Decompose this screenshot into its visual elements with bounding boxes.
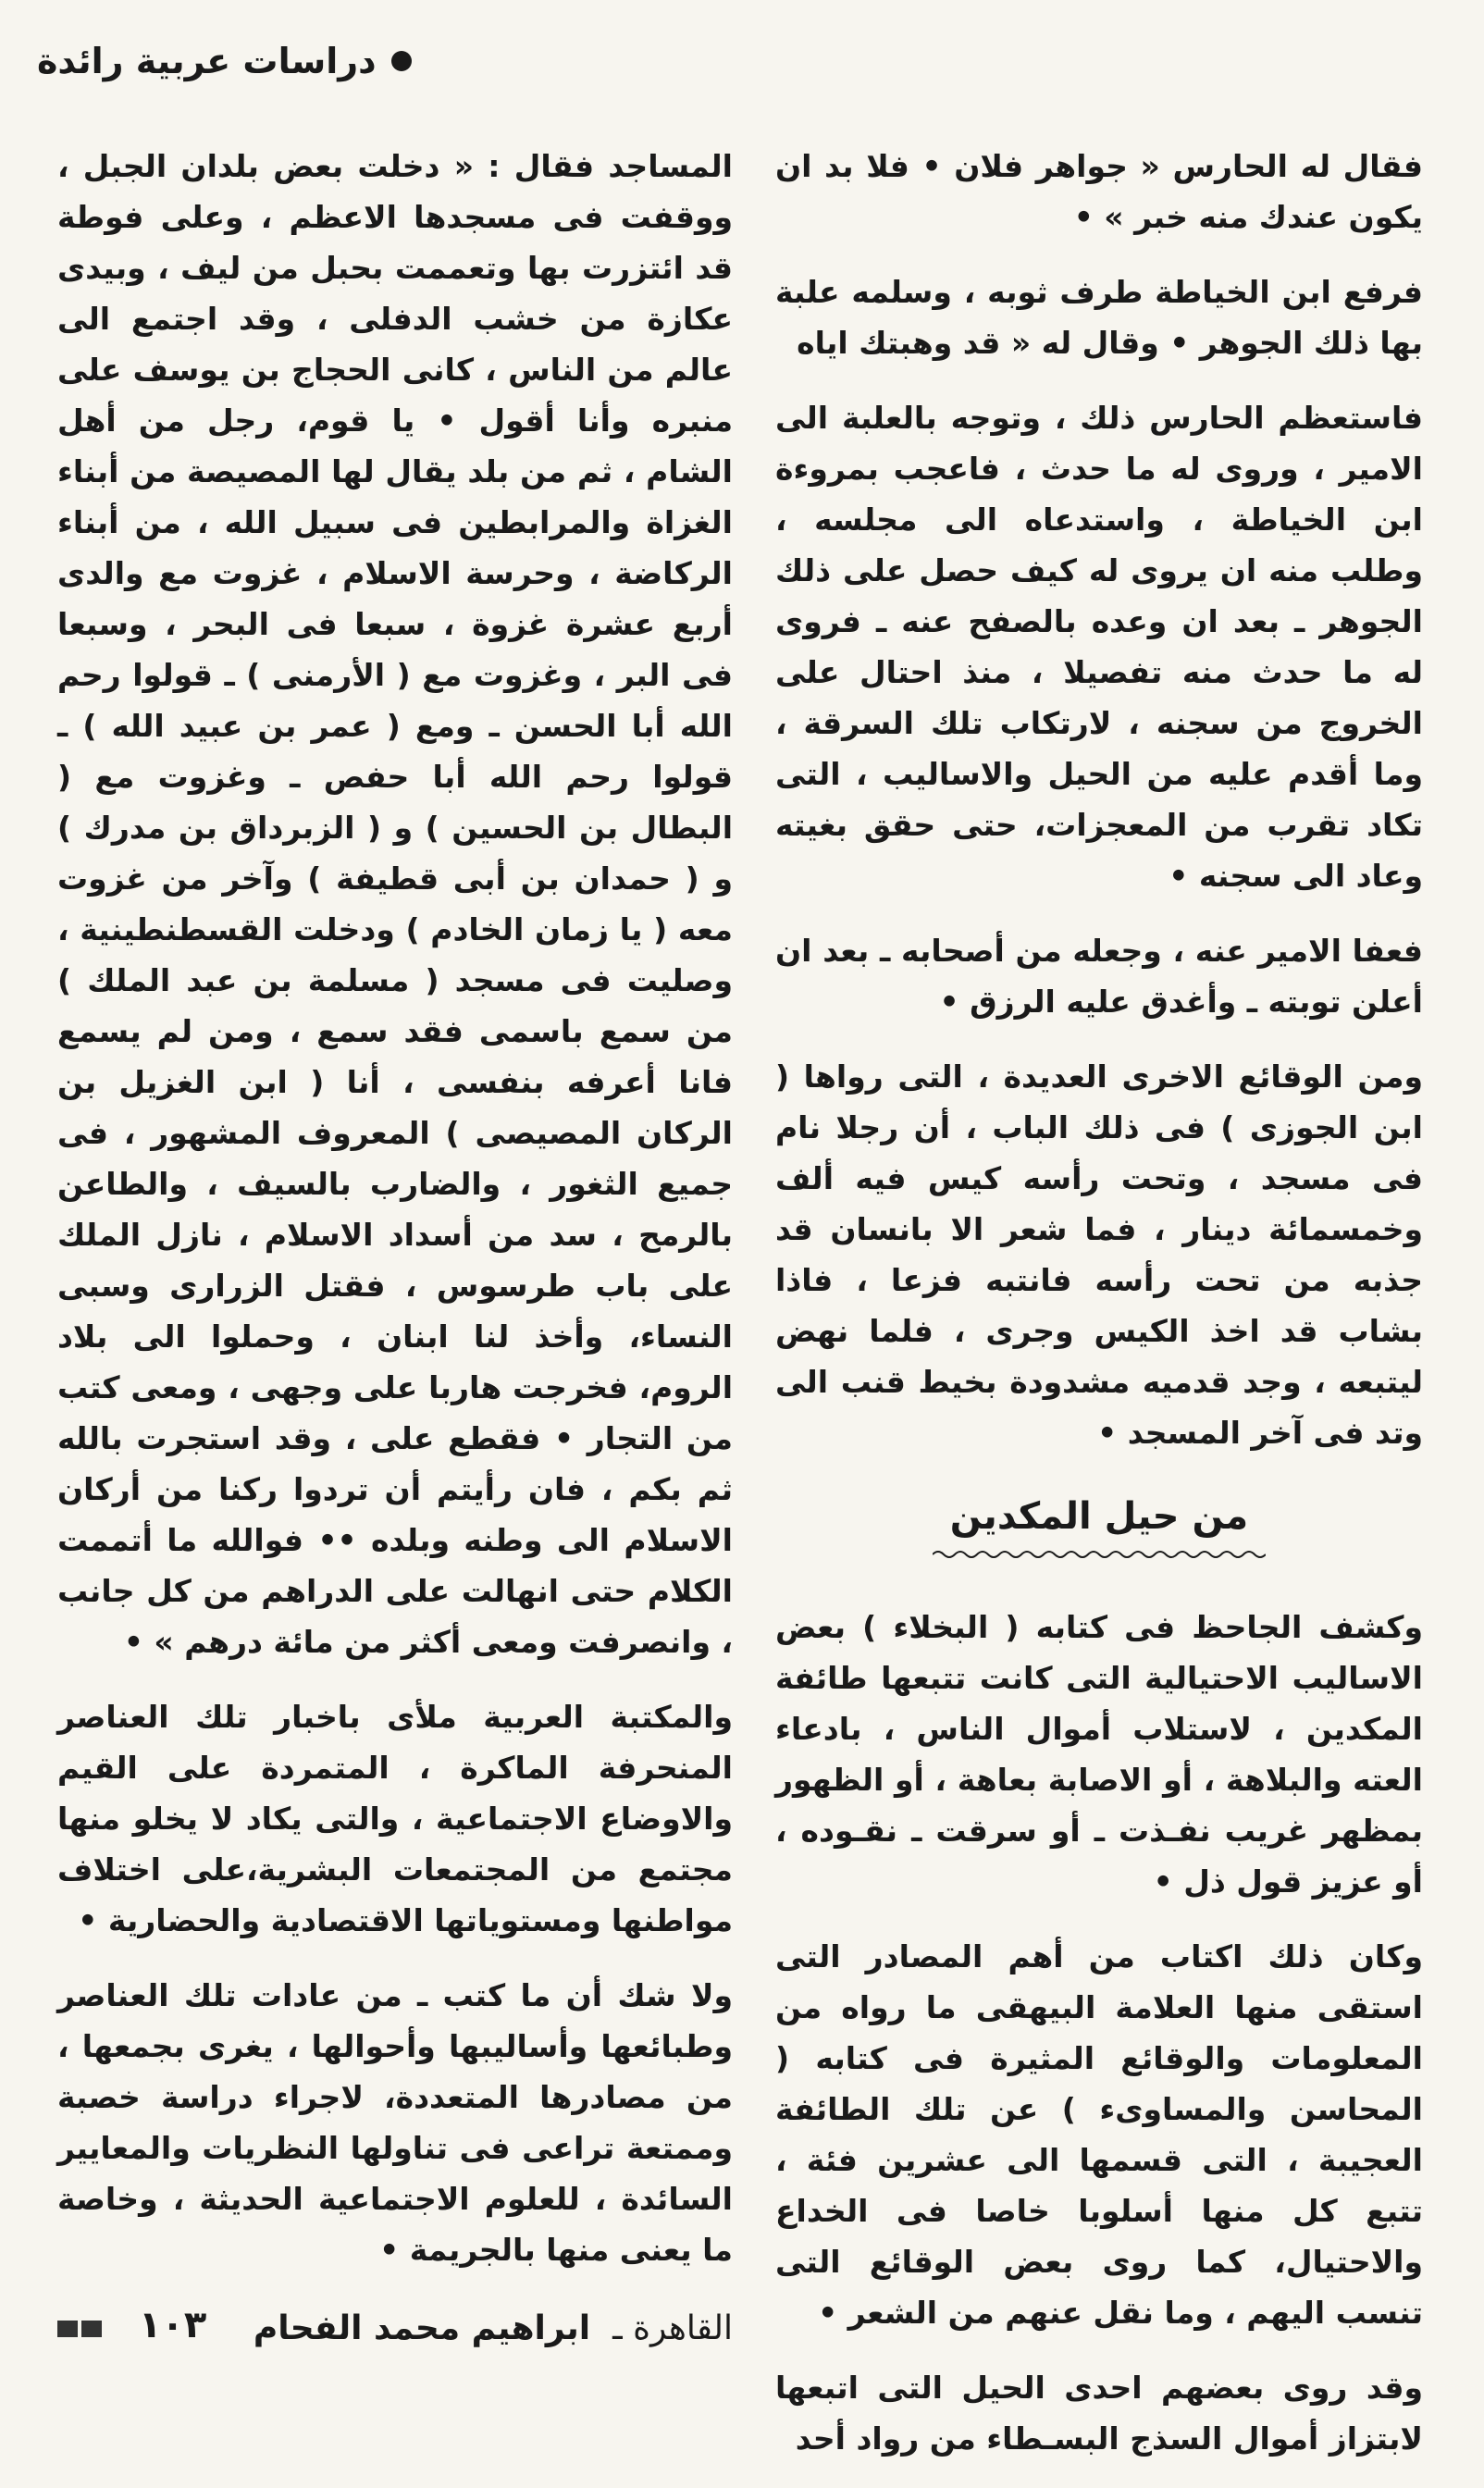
paragraph: ولا شك أن ما كتب ـ من عادات تلك العناصر وطبائعها وأساليبها وأحوالها ، يغرى بجمعها ، من مصادرها المتعددة، لاجراء دراسة خصبة وممتعة تراعى فى تناولها النظريات والمعايير السائدة ، للعلوم الاجتماعية الحديثة ، وخاصة ما يعنى منها بالجريمة • (57, 1977, 733, 2268)
paragraph: والمكتبة العربية ملأى باخبار تلك العناصر المنحرفة الماكرة ، المتمردة على القيم والاوضاع الاجتماعية ، والتى يكاد لا يخلو منها مجتمع من المجتمعات البشرية،على اختلاف مواطنها ومستوياتها الاقتصادية والحضارية • (57, 1699, 733, 1938)
running-header (37, 41, 412, 81)
paragraph: وقد روى بعضهم احدى الحيل التى اتبعها لابتزاز أموال السذج البسـطاء من رواد أحد (775, 2370, 1423, 2457)
header-title: دراسات عربية رائدة (37, 41, 377, 81)
right-column (775, 141, 1423, 2488)
paragraph: فقال له الحارس « جواهر فلان • فلا بد ان يكون عندك منه خبر » • (775, 148, 1423, 235)
paragraph: المساجد فقال : « دخلت بعض بلدان الجبل ، ووقفت فى مسجدها الاعظم ، وعلى فوطة قد ائتزرت بها وتعممت بحبل من ليف ، وبيدى عكازة من خشب الدفلى ، وقد اجتمع الى عالم من الناس ، كانى الحجاج بن يوسف على منبره وأنا أقول • يا قوم، رجل من أهل الشام ، ثم من بلد يقال لها المصيصة من أبناء الغزاة والمرابطين فى سبيل الله ، من أبناء الركاضة ، وحرسة الاسلام ، غزوت مع والدى أربع عشرة غزوة ، سبعا فى البحر ، وسبعا فى البر ، وغزوت مع ( الأرمنى ) ـ قولوا رحم الله أبا الحسن ـ ومع ( عمر بن عبيد الله ) ـ قولوا رحم الله أبا حفص ـ وغزوت مع ( البطال بن الحسين ) و ( الزبرداق بن مدرك ) و ( حمدان بن أبى قطيفة ) وآخر من غزوت معه ( يا زمان الخادم ) ودخلت القسطنطينية ، وصليت فى مسجد ( مسلمة بن عبد الملك ) من سمع باسمى فقد سمع ، ومن لم يسمع فانا أعرفه بنفسى ، أنا ( ابن الغزيل بن الركان المصيصى ) المعروف المشهور ، فى جميع الثغور ، والضارب بالسيف ، والطاعن بالرمح ، سد من أسداد الاسلام ، نازل الملك على باب طرسوس ، فقتل الزرارى وسبى النساء، وأخذ لنا ابنان ، وحملوا الى بلاد الروم، فخرجت هاربا على وجهى ، ومعى كتب من التجار • فقطع على ، وقد استجرت بالله ثم بكم ، فان رأيتم أن تردوا ركنا من أركان الاسلام الى وطنه وبلده •• فوالله ما أتممت الكلام حتى انهالت على الدراهم من كل جانب ، وانصرفت ومعى أكثر من مائة درهم » • (57, 148, 733, 1660)
bullet-icon (391, 51, 412, 71)
paragraph: وكان ذلك اكتاب من أهم المصادر التى استقى منها العلامة البيهقى ما رواه من المعلومات والوقائع المثيرة فى كتابه ( المحاسن والمساوىء ) عن تلك الطائفة العجيبة ، التى قسمها الى عشرين فئة ، تتبع كل منها أسلوبا خاصا فى الخداع والاحتيال، كما روى بعض الوقائع التى تنسب اليهم ، وما نقل عنهم من الشعر • (775, 1938, 1423, 2331)
paragraph: ومن الوقائع الاخرى العديدة ، التى رواها ( ابن الجوزى ) فى ذلك الباب ، أن رجلا نام فى مسجد ، وتحت رأسه كيس فيه ألف وخمسمائة دينار ، فما شعر الا بانسان قد جذبه من تحت رأسه فانتبه فزعا ، فاذا بشاب قد اخذ الكيس وجرى ، فلما نهض ليتبعه ، وجد قدميه مشدودة بخيط قنب الى وتد فى آخر المسجد • (775, 1058, 1423, 1451)
page-number: ١٠٣ (139, 2304, 207, 2346)
paragraph: فعفا الامير عنه ، وجعله من أصحابه ـ بعد ان أعلن توبته ـ وأغدق عليه الرزق • (775, 933, 1423, 1020)
section-heading (775, 1492, 1423, 1561)
left-column (57, 141, 733, 2354)
paragraph: وكشف الجاحظ فى كتابه ( البخلاء ) بعض الاساليب الاحتيالية التى كانت تتبعها طائفة المكدين ، لاستلاب أموال الناس ، بادعاء العته والبلاهة ، أو الاصابة بعاهة ، أو الظهور بمظهر غريب نفـذت ـ أو سرقت ـ نقـوده ، أو عزيز قول ذل • (775, 1609, 1423, 1900)
section-heading-text: من حيل المكدين (949, 1495, 1249, 1538)
paragraph: فرفع ابن الخياطة طرف ثوبه ، وسلمه علبة بها ذلك الجوهر • وقال له « قد وهبتك اياه (775, 274, 1423, 361)
signature-name: ابراهيم محمد الفحام (253, 2309, 591, 2347)
end-mark-icon (57, 2321, 102, 2337)
paragraph: فاستعظم الحارس ذلك ، وتوجه بالعلبة الى الامير ، وروى له ما حدث ، فاعجب بمروءة ابن الخياطة ، واستدعاه الى مجلسه ، وطلب منه ان يروى له كيف حصل على ذلك الجوهر ـ بعد ان وعده بالصفح عنه ـ فروى له ما حدث منه تفصيلا ، منذ احتال على الخروج من سجنه ، لارتكاب تلك السرقة ، وما أقدم عليه من الحيل والاساليب ، التى تكاد تقرب من المعجزات، حتى حقق بغيته وعاد الى سجنه • (775, 400, 1423, 894)
wavy-underline-icon (933, 1548, 1266, 1561)
signature-place: القاهرة ـ (612, 2309, 733, 2347)
